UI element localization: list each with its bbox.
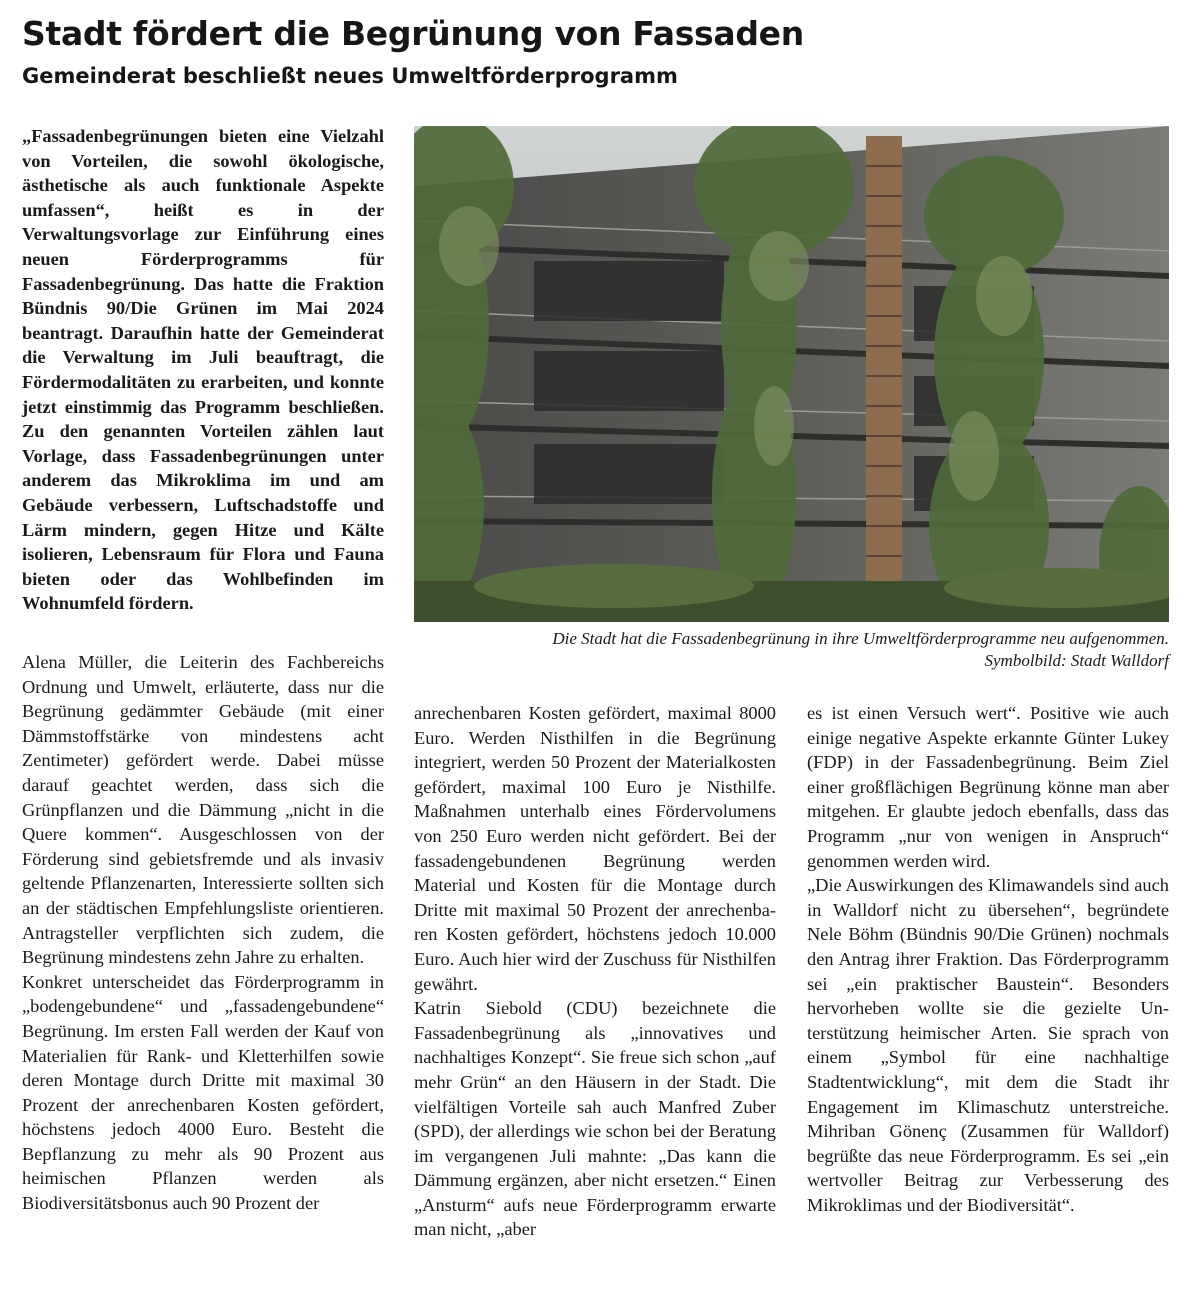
wooden-trellis — [866, 136, 902, 606]
paragraph: „Die Auswirkungen des Klimawandels sind auch in Walldorf nicht zu übersehen“, begründete Nele Böhm (Bündnis 90/Die Grünen) nochmals den Antrag ihrer Fraktion. Das Förderprogramm sei „ein praktischer Baustein“. Besonders hervorheben wollte sie die gezielte Unterstützung heimischer Arten. Sie sprach von einem „Symbol für eine nachhaltige Stadtentwicklung“, mit dem die Stadt ihr Engagement im Klimaschutz unterstreiche. Mihriban Gönenç (Zusammen für Walldorf) begrüßte das neue Förderprogramm. Es sei „ein wertvoller Beitrag zur Verbesserung des Mikroklimas und der Biodiversität“. — [807, 875, 1169, 1215]
paragraph: Konkret unterscheidet das Förderprogramm in „bodengebundene“ und „fassadengebundene“ Begrünung. Im ersten Fall werden der Kauf von Materialien für Rank- und Kletterhilfen sowie deren Montage durch Dritte mit maximal 30 Prozent der anrechenbaren Kosten gefördert, höchstens jedoch 4000 Euro. Besteht die Bepflanzung zu mehr als 90 Prozent aus heimischen Pflanzen werden als Biodiversitätsbonus auch 90 Prozent der — [22, 971, 384, 1214]
paragraph: es ist einen Versuch wert“. Positive wie auch einige negative Aspekte erkannte Günter Lukey (FDP) in der Fassadenbegrünung. Beim Ziel einer großflächigen Begrünung könne man aber mitgehen. Er glaubte jedoch ebenfalls, dass das Programm „nur von wenigen in Anspruch“ genommen werden wird. — [807, 703, 1169, 871]
photo-caption — [414, 628, 1169, 672]
subheadline: Gemeinderat beschließt neues Umweltförderprogramm — [22, 64, 678, 88]
body-column-3 — [807, 701, 1169, 1217]
lead-text: „Fassadenbegrünungen bieten eine Vielzahl von Vorteilen, die sowohl ökologische, ästhetische als auch funktionale Aspekte umfassen“, heißt es in der Verwaltungsvorlage zur Einführung eines neuen Förderprogramms für Fassadenbegrünung. Das hatte die Fraktion Bündnis 90/Die Grünen im Mai 2024 beantragt. Daraufhin hatte der Gemeinderat die Verwaltung im Juli beauftragt, die Fördermodalitäten zu erarbeiten, und konnte jetzt einstimmig das Programm beschließen. Zu den genannten Vorteilen zählen laut Vorlage, dass Fassadenbegrünungen unter anderem das Mikroklima im und am Gebäude verbessern, Luftschadstoffe und Lärm mindern, gegen Hitze und Kälte isolieren, Lebensraum für Flora und Fauna bieten oder das Wohlbefinden im Wohnumfeld fördern. — [22, 126, 384, 614]
lead-paragraph — [22, 124, 384, 616]
body-column-1 — [22, 650, 384, 1216]
paragraph: Alena Müller, die Leiterin des Fachbereichs Ordnung und Umwelt, erläuterte, dass nur die Begrünung gedämmter Gebäude (mit einer Dämmstoffstärke von mindestens acht Zentimeter) gefördert werde. Dabei müsse darauf geachtet werden, dass sich die Grünpflanzen und die Dämmung „nicht in die Quere kommen“. Ausgeschlossen von der Förderung sind gebietsfremde und als invasiv geltende Pflanzenarten, Interessierte sollten sich an der städtischen Empfehlungsliste orientieren. Antragsteller verpflichten sich zudem, die Begrünung mindestens zehn Jahre zu erhalten. — [22, 652, 384, 968]
caption-text: Die Stadt hat die Fassadenbegrünung in ihre Umweltförderprogramme neu aufgenommen. — [552, 629, 1169, 648]
photo-credit: Symbolbild: Stadt Walldorf — [984, 651, 1169, 670]
article-photo — [414, 126, 1169, 622]
paragraph: Katrin Siebold (CDU) bezeichnete die Fassadenbegrünung als „innovatives und nachhaltiges Konzept“. Sie freue sich schon „auf mehr Grün“ an den Häusern in der Stadt. Die vielfältigen Vorteile sah auch Manfred Zuber (SPD), der allerdings wie schon bei der Beratung im vergangenen Juli mahnte: „Das kann die Dämmung ergänzen, aber nicht ersetzen.“ Einen „Ansturm“ aufs neue Förderprogramm erwarte man nicht, „aber — [414, 998, 776, 1240]
paragraph: anrechenbaren Kosten gefördert, maximal 8000 Euro. Werden Nisthilfen in die Begrünung integriert, werden 50 Prozent der Materialkosten gefördert, maximal 100 Euro je Nisthilfe. Maßnahmen unterhalb eines Fördervolumens von 250 Euro werden nicht gefördert. Bei der fassadengebundenen Begrünung werden Material und Kosten für die Montage durch Dritte mit maximal 50 Prozent der anrechenbaren Kosten gefördert, höchstens jedoch 10.000 Euro. Auch hier wird der Zuschuss für Nisthilfen gewährt. — [414, 703, 776, 994]
green-facade-building-illustration — [414, 126, 1169, 622]
headline: Stadt fördert die Begrünung von Fassaden — [22, 14, 804, 53]
body-column-2 — [414, 701, 776, 1242]
